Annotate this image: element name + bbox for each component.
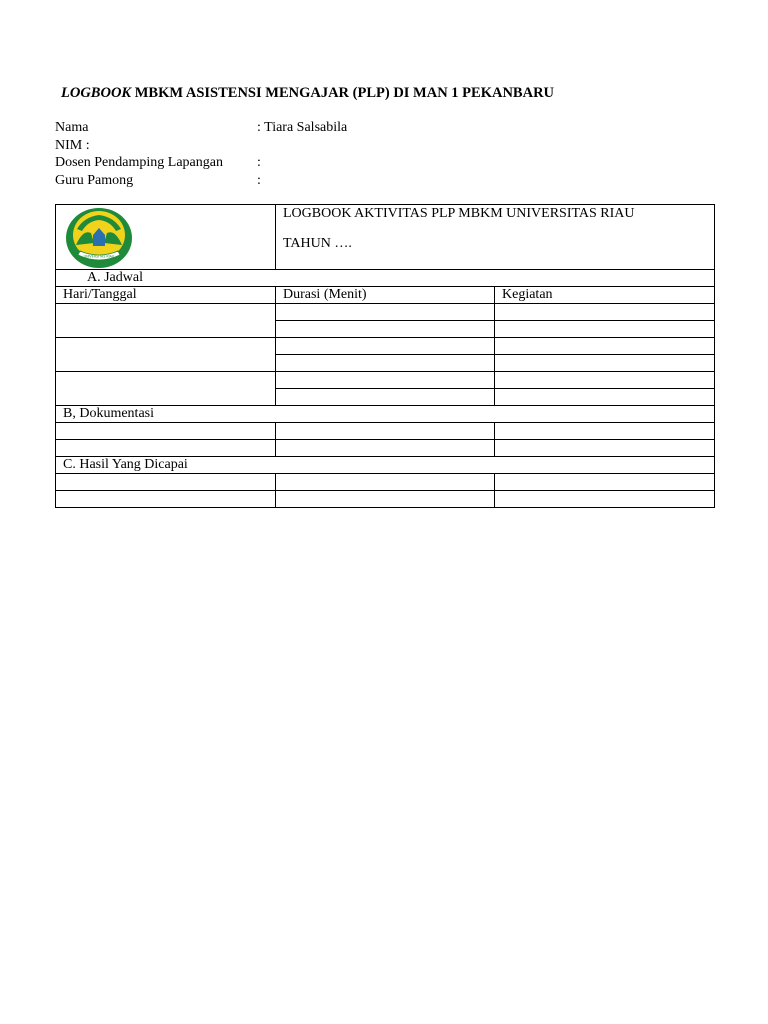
schedule-date-cell xyxy=(56,304,276,338)
table-header-title: LOGBOOK AKTIVITAS PLP MBKM UNIVERSITAS RIAU xyxy=(283,206,635,221)
schedule-duration-cell xyxy=(276,304,495,321)
info-label-dosen: Dosen Pendamping Lapangan xyxy=(55,155,223,170)
column-header-hari: Hari/Tanggal xyxy=(56,287,276,304)
table-header-year: TAHUN …. xyxy=(283,236,352,251)
table-header-cell xyxy=(276,205,715,270)
schedule-duration-cell xyxy=(276,355,495,372)
schedule-duration-cell xyxy=(276,321,495,338)
documentation-cell xyxy=(495,440,715,457)
title-rest: MBKM ASISTENSI MENGAJAR (PLP) DI MAN 1 PEKANBARU xyxy=(131,85,555,101)
info-label-guru: Guru Pamong xyxy=(55,172,134,188)
documentation-cell xyxy=(56,423,276,440)
schedule-activity-cell xyxy=(495,372,715,389)
section-c-hasil: C. Hasil Yang Dicapai xyxy=(56,457,715,474)
schedule-activity-cell xyxy=(495,355,715,372)
documentation-cell xyxy=(276,423,495,440)
result-cell xyxy=(276,491,495,508)
documentation-cell xyxy=(495,423,715,440)
result-cell xyxy=(495,474,715,491)
info-label-nim: NIM : xyxy=(55,137,90,153)
info-value-dosen: : xyxy=(257,155,261,170)
result-cell xyxy=(56,491,276,508)
documentation-cell xyxy=(56,440,276,457)
schedule-duration-cell xyxy=(276,338,495,355)
result-cell xyxy=(276,474,495,491)
section-a-jadwal: A. Jadwal xyxy=(56,270,715,287)
schedule-activity-cell xyxy=(495,321,715,338)
column-header-durasi: Durasi (Menit) xyxy=(276,287,495,304)
title-logbook: LOGBOOK xyxy=(61,85,132,101)
logbook-table xyxy=(55,204,715,508)
schedule-activity-cell xyxy=(495,304,715,321)
result-cell xyxy=(56,474,276,491)
column-header-kegiatan: Kegiatan xyxy=(495,287,715,304)
documentation-cell xyxy=(276,440,495,457)
schedule-duration-cell xyxy=(276,389,495,406)
schedule-date-cell xyxy=(56,372,276,406)
schedule-activity-cell xyxy=(495,338,715,355)
university-logo-icon xyxy=(56,205,136,269)
schedule-activity-cell xyxy=(495,389,715,406)
schedule-date-cell xyxy=(56,338,276,372)
info-value-nama: : Tiara Salsabila xyxy=(257,120,348,135)
info-value-guru: : xyxy=(257,172,261,188)
document-title xyxy=(61,85,554,102)
info-label-nama: Nama xyxy=(55,120,89,135)
section-b-dokumentasi: B, Dokumentasi xyxy=(56,406,715,423)
result-cell xyxy=(495,491,715,508)
logo-caption: UNIVERSITAS RIAU xyxy=(83,254,115,259)
schedule-duration-cell xyxy=(276,372,495,389)
logo-cell xyxy=(56,205,276,270)
